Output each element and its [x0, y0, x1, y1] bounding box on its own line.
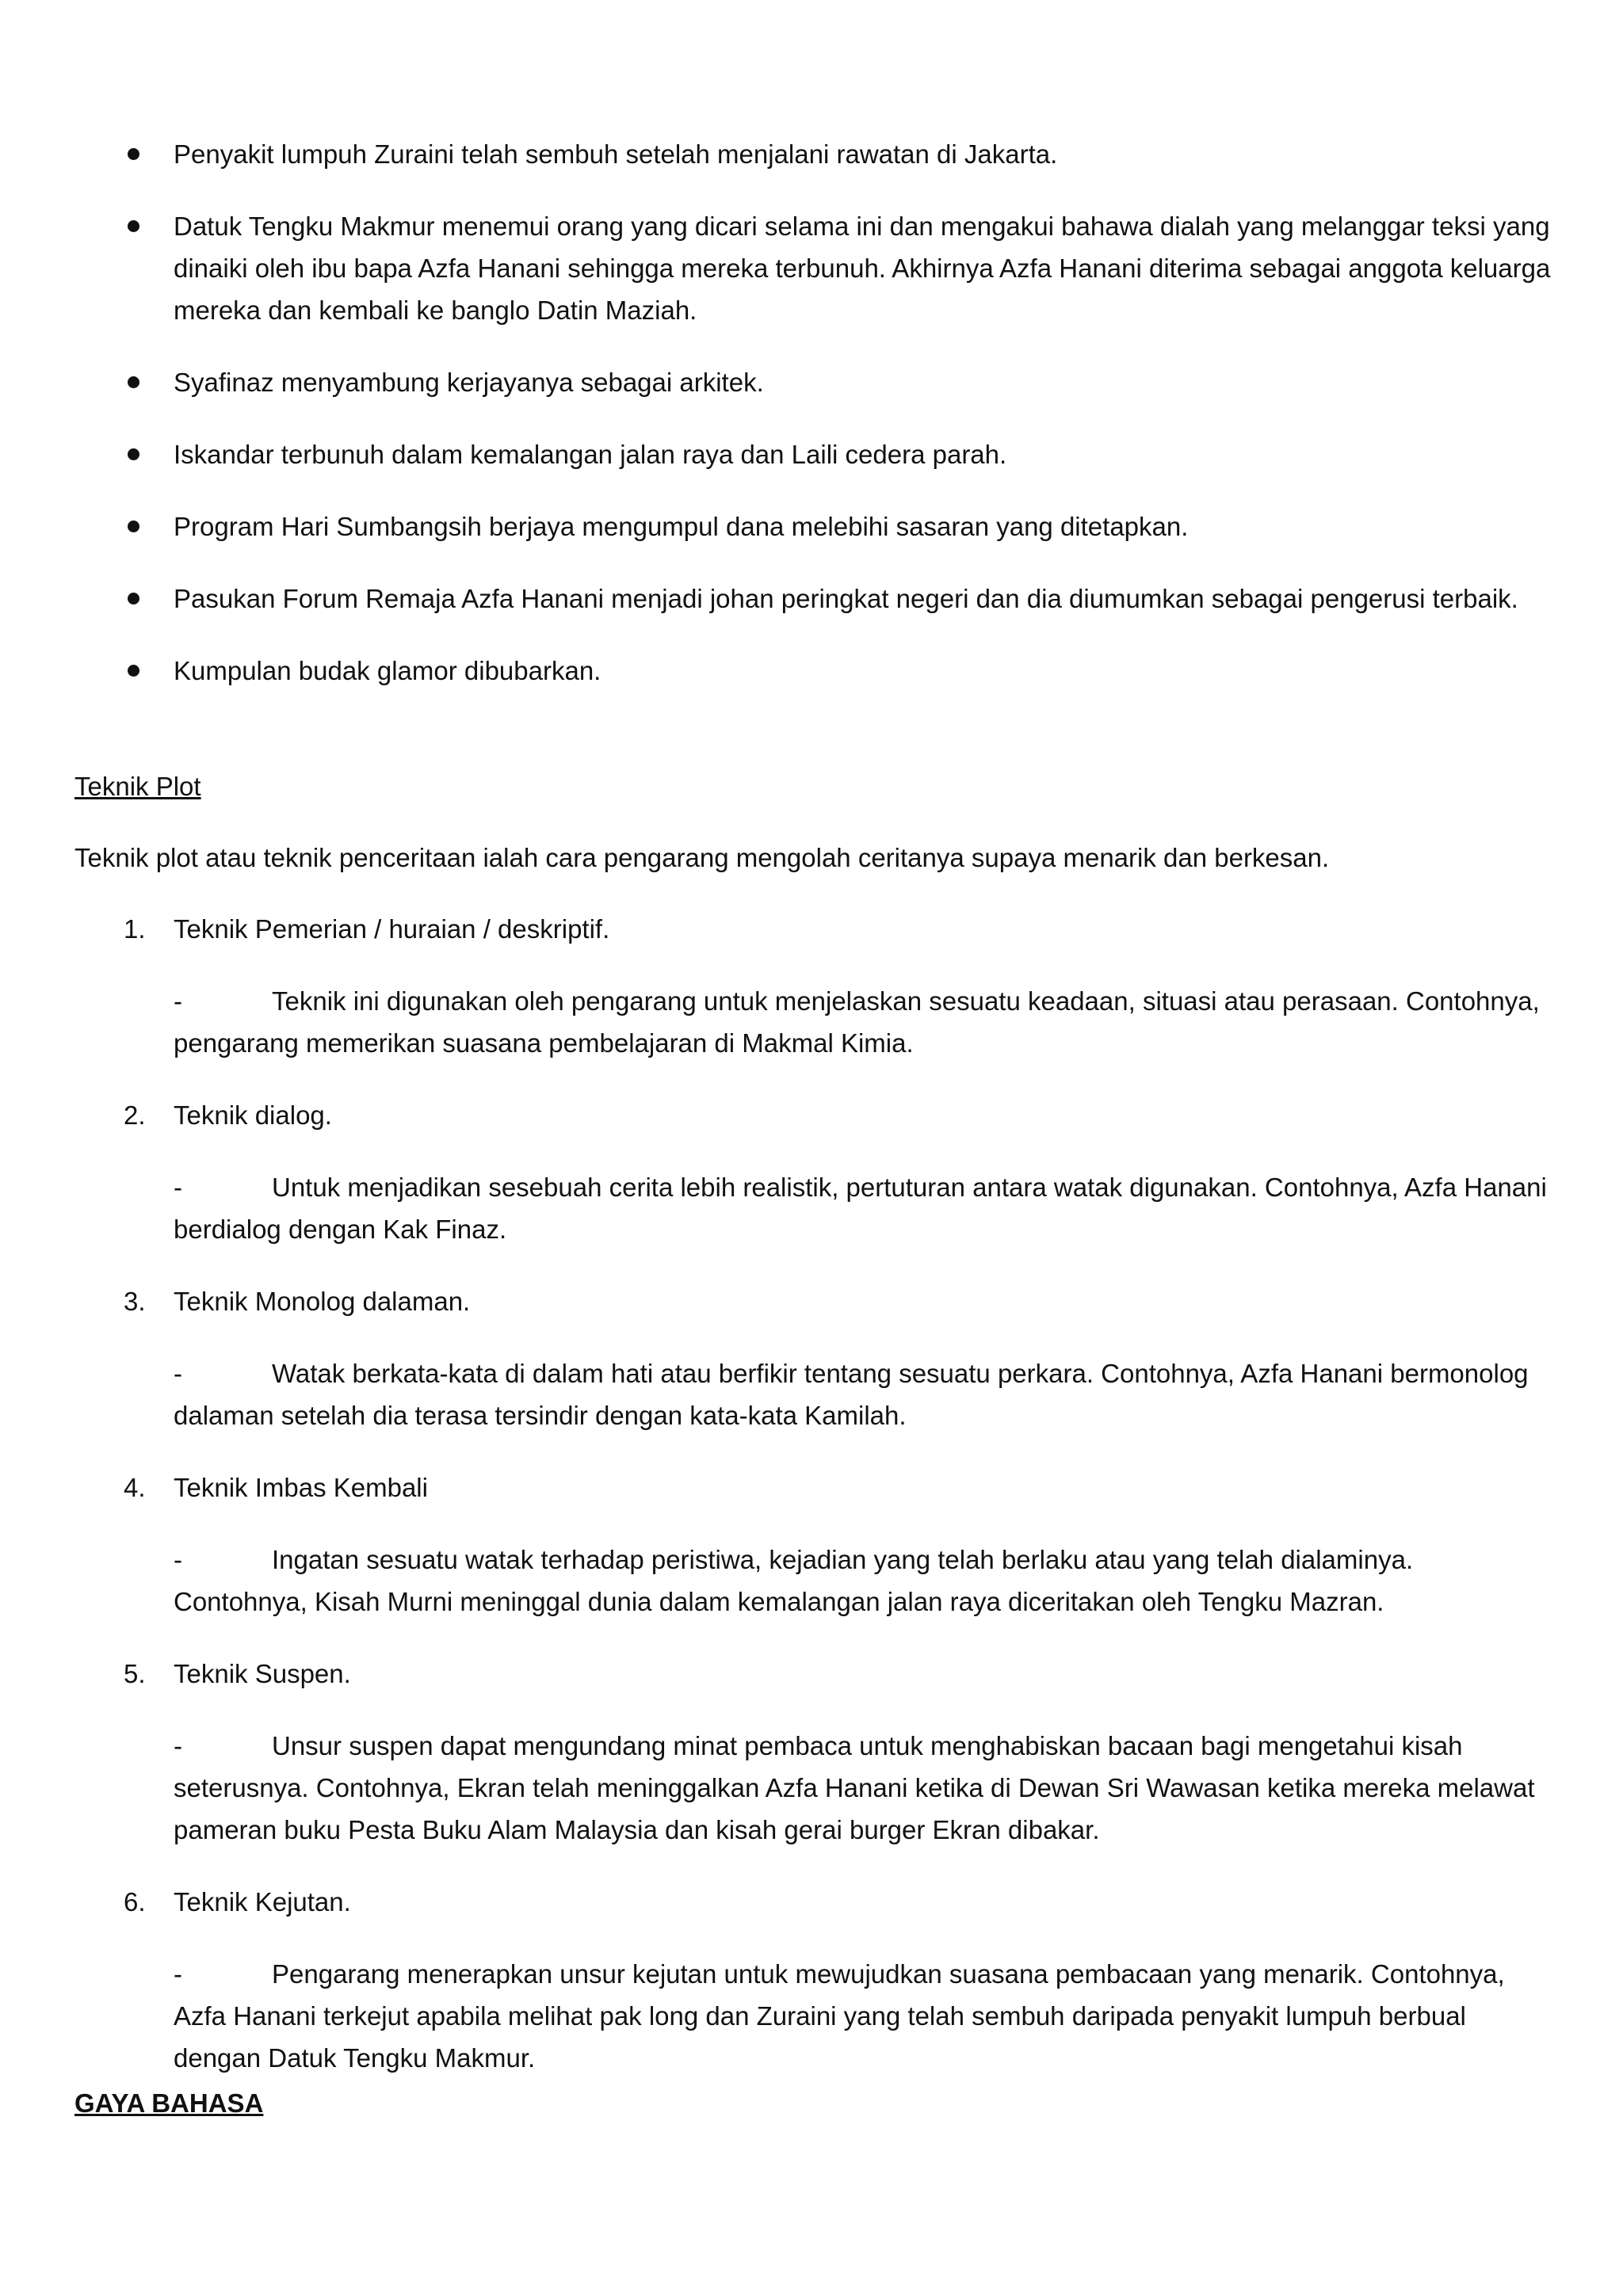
bullet-dot-icon [128, 665, 139, 677]
bullet-item [0, 650, 1623, 692]
bullet-item [0, 361, 1623, 403]
bullet-text: Pasukan Forum Remaja Azfa Hanani menjadi johan peringkat negeri dan dia diumumkan sebagai pengerusi terbaik. [174, 584, 1518, 613]
bullet-item [0, 505, 1623, 547]
dash-marker: - [174, 1173, 182, 1202]
bullet-dot-icon [128, 593, 139, 605]
teknik-plot-intro: Teknik plot atau teknik penceritaan ialah cara pengarang mengolah ceritanya supaya menarik dan berkesan. [74, 843, 1330, 872]
bullet-dot-icon [128, 148, 139, 160]
bullet-dot-icon [128, 220, 139, 232]
bullet-text: Penyakit lumpuh Zuraini telah sembuh setelah menjalani rawatan di Jakarta. [174, 139, 1058, 169]
teknik-description: Unsur suspen dapat mengundang minat pembaca untuk menghabiskan bacaan bagi mengetahui kisah seterusnya. Contohnya, Ekran telah meninggalkan Azfa Hanani ketika di Dewan Sri Wawasan ketika mereka melawat pameran buku Pesta Buku Alam Malaysia dan kisah gerai burger Ekran dibakar. [174, 1731, 1535, 1844]
section-heading-gaya-bahasa: GAYA BAHASA [74, 2088, 264, 2118]
bullet-item [0, 433, 1623, 475]
bullet-text: Kumpulan budak glamor dibubarkan. [174, 656, 601, 685]
teknik-title: Teknik Pemerian / huraian / deskriptif. [174, 914, 610, 944]
teknik-item [0, 908, 1623, 1064]
bullet-dot-icon [128, 448, 139, 460]
teknik-item [0, 1653, 1623, 1851]
teknik-description: Teknik ini digunakan oleh pengarang untuk menjelaskan sesuatu keadaan, situasi atau perasaan. Contohnya, pengarang memerikan suasana pembelajaran di Makmal Kimia. [174, 986, 1540, 1058]
teknik-title: Teknik Monolog dalaman. [174, 1287, 471, 1316]
bullet-text: Syafinaz menyambung kerjayanya sebagai arkitek. [174, 368, 764, 397]
teknik-number: 5. [124, 1659, 146, 1688]
teknik-number: 1. [124, 914, 146, 944]
bullet-dot-icon [128, 376, 139, 388]
teknik-description: Untuk menjadikan sesebuah cerita lebih realistik, pertuturan antara watak digunakan. Contohnya, Azfa Hanani berdialog dengan Kak Finaz. [174, 1173, 1547, 1244]
bullet-text: Iskandar terbunuh dalam kemalangan jalan raya dan Laili cedera parah. [174, 440, 1007, 469]
dash-marker: - [174, 1959, 182, 1989]
teknik-item [0, 1280, 1623, 1436]
teknik-title: Teknik Kejutan. [174, 1887, 351, 1917]
teknik-number: 3. [124, 1287, 146, 1316]
teknik-list [0, 908, 1623, 2109]
teknik-item [0, 1881, 1623, 2079]
bullet-item [0, 133, 1623, 175]
bullet-text: Datuk Tengku Makmur menemui orang yang dicari selama ini dan mengakui bahawa dialah yang melanggar teksi yang dinaiki oleh ibu bapa Azfa Hanani sehingga mereka terbunuh. Akhirnya Azfa Hanani diterima sebagai anggota keluarga mereka dan kembali ke banglo Datin Maziah. [174, 212, 1551, 325]
teknik-title: Teknik Suspen. [174, 1659, 351, 1688]
dash-marker: - [174, 1359, 182, 1388]
dash-marker: - [174, 986, 182, 1016]
teknik-description: Pengarang menerapkan unsur kejutan untuk mewujudkan suasana pembacaan yang menarik. Contohnya, Azfa Hanani terkejut apabila melihat pak long dan Zuraini yang telah sembuh daripada penyakit lumpuh berbual dengan Datuk Tengku Makmur. [174, 1959, 1505, 2073]
teknik-item [0, 1466, 1623, 1623]
bullet-list [0, 133, 1623, 722]
teknik-title: Teknik Imbas Kembali [174, 1473, 428, 1502]
teknik-number: 6. [124, 1887, 146, 1917]
teknik-number: 2. [124, 1100, 146, 1130]
teknik-number: 4. [124, 1473, 146, 1502]
bullet-item [0, 578, 1623, 620]
teknik-description: Watak berkata-kata di dalam hati atau berfikir tentang sesuatu perkara. Contohnya, Azfa Hanani bermonolog dalaman setelah dia terasa tersindir dengan kata-kata Kamilah. [174, 1359, 1529, 1430]
bullet-item [0, 205, 1623, 331]
teknik-item [0, 1094, 1623, 1250]
dash-marker: - [174, 1731, 182, 1760]
section-heading-teknik-plot: Teknik Plot [74, 772, 201, 801]
dash-marker: - [174, 1545, 182, 1574]
bullet-dot-icon [128, 521, 139, 532]
teknik-title: Teknik dialog. [174, 1100, 332, 1130]
teknik-description: Ingatan sesuatu watak terhadap peristiwa, kejadian yang telah berlaku atau yang telah dialaminya. Contohnya, Kisah Murni meninggal dunia dalam kemalangan jalan raya diceritakan oleh Tengku Mazran. [174, 1545, 1414, 1616]
bullet-text: Program Hari Sumbangsih berjaya mengumpul dana melebihi sasaran yang ditetapkan. [174, 512, 1189, 541]
